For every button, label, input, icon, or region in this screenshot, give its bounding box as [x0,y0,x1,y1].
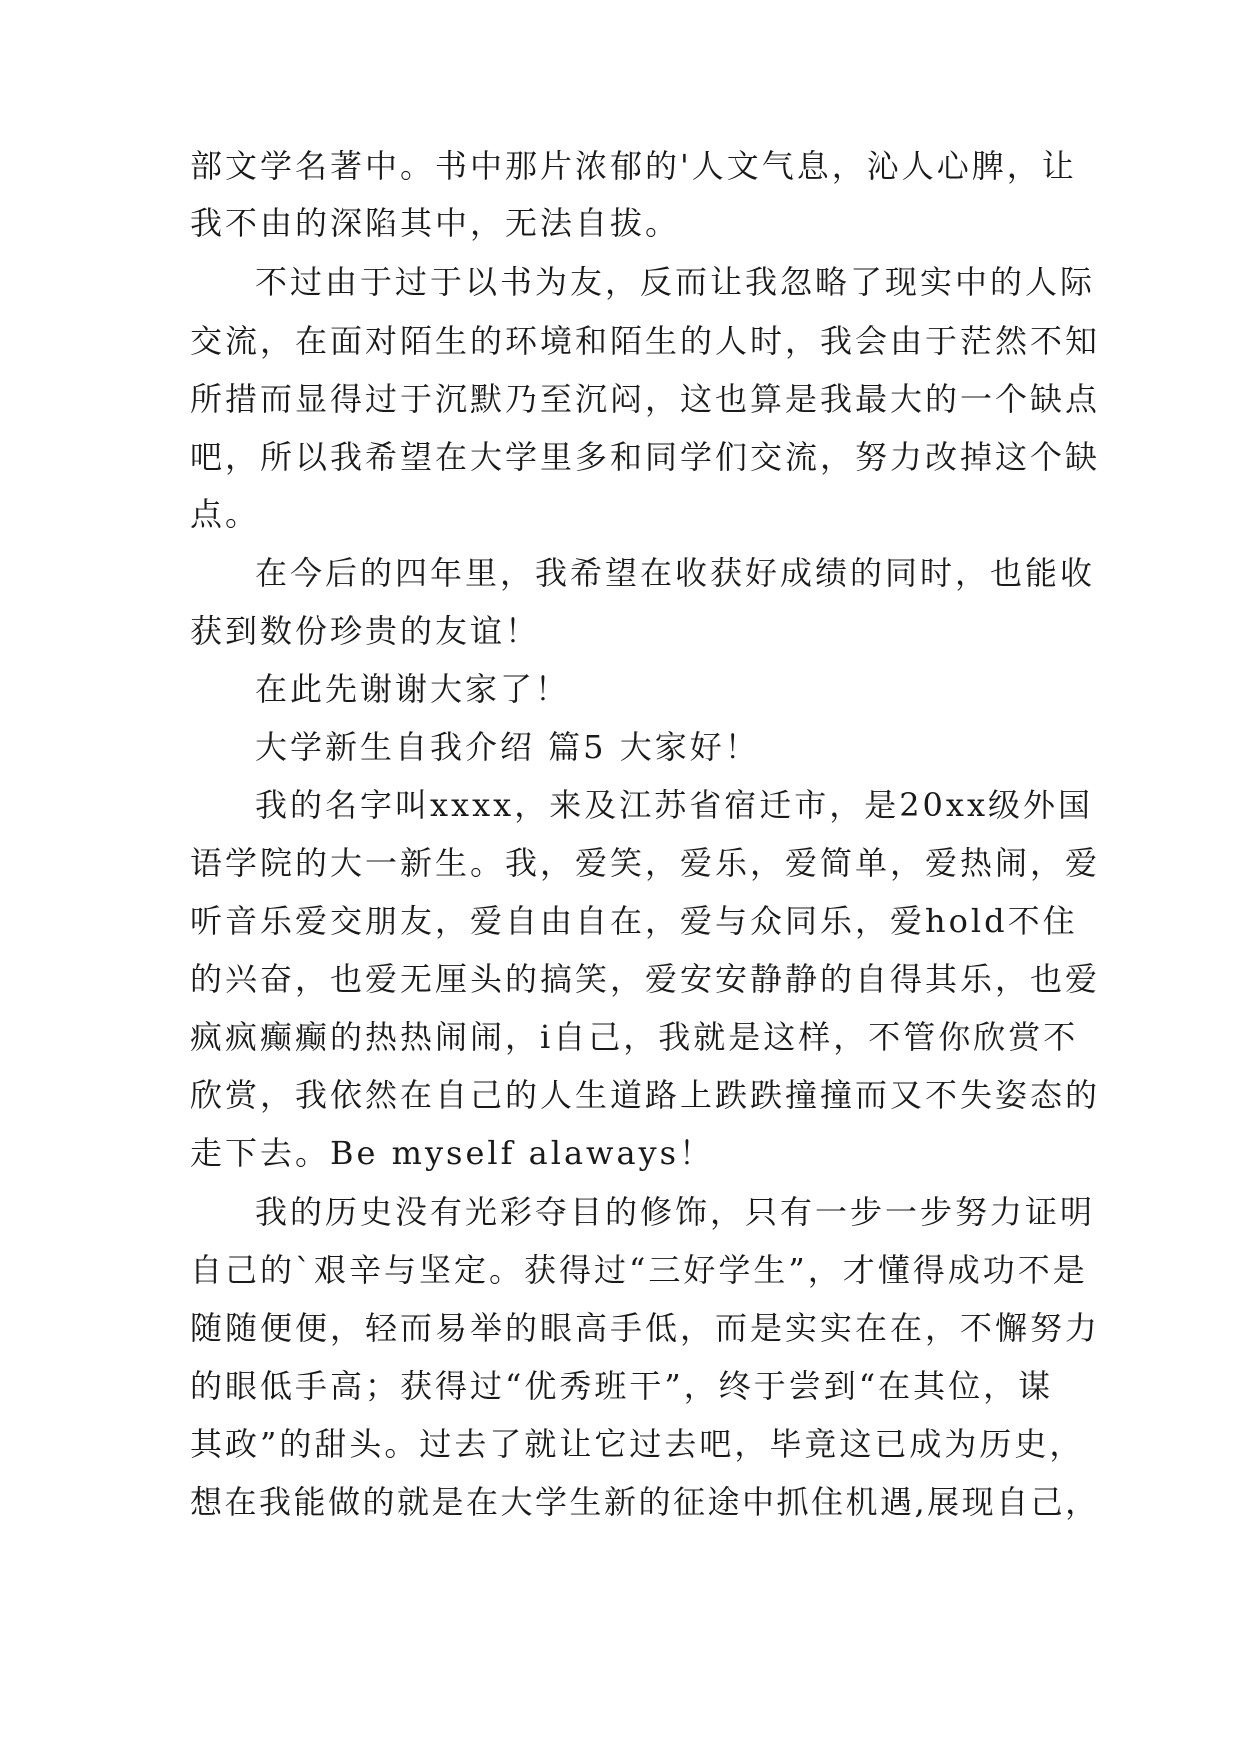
text-line: 想在我能做的就是在大学生新的征途中抓住机遇,展现自己， [190,1483,1100,1521]
text-line: 点。 [190,495,261,533]
text-line: 获到数份珍贵的友谊！ [190,612,541,650]
text-line: 其政”的甜头。过去了就让它过去吧，毕竟这已成为历史， [190,1425,1085,1463]
text-line: 我不由的深陷其中，无法自拔。 [190,204,681,242]
text-line: 在此先谢谢大家了！ [255,670,571,708]
text-line: 不过由于过于以书为友，反而让我忽略了现实中的人际 [255,263,1096,301]
text-line: 疯疯癫癫的热热闹闹，i自己，我就是这样，不管你欣赏不 [190,1018,1079,1056]
text-line: 我的名字叫xxxx，来及江苏省宿迁市，是20xx级外国 [255,786,1094,824]
text-line: 交流，在面对陌生的环境和陌生的人时，我会由于茫然不知 [190,322,1101,360]
text-line: 自己的`艰辛与坚定。获得过“三好学生”，才懂得成功不是 [190,1251,1088,1289]
text-line: 所措而显得过于沉默乃至沉闷，这也算是我最大的一个缺点 [190,380,1101,418]
text-line: 在今后的四年里，我希望在收获好成绩的同时，也能收 [255,554,1096,592]
text-line: 随随便便，轻而易举的眼高手低，而是实实在在，不懈努力 [190,1309,1101,1347]
text-line: 语学院的大一新生。我，爱笑，爱乐，爱简单，爱热闹，爱 [190,844,1101,882]
text-line: 走下去。Be myself alaways！ [190,1134,715,1172]
text-line: 部文学名著中。书中那片浓郁的'人文气息，沁人心脾，让 [190,147,1077,185]
text-line: 我的历史没有光彩夺目的修饰，只有一步一步努力证明 [255,1193,1096,1231]
text-line: 的兴奋，也爱无厘头的搞笑，爱安安静静的自得其乐，也爱 [190,960,1101,998]
text-line: 吧，所以我希望在大学里多和同学们交流，努力改掉这个缺 [190,438,1101,476]
text-line: 听音乐爱交朋友，爱自由自在，爱与众同乐，爱hold不住 [190,902,1078,940]
text-line: 欣赏，我依然在自己的人生道路上跌跌撞撞而又不失姿态的 [190,1076,1101,1114]
section-heading: 大学新生自我介绍 篇5 大家好！ [255,728,760,766]
text-line: 的眼低手高；获得过“优秀班干”，终于尝到“在其位，谋 [190,1367,1054,1405]
